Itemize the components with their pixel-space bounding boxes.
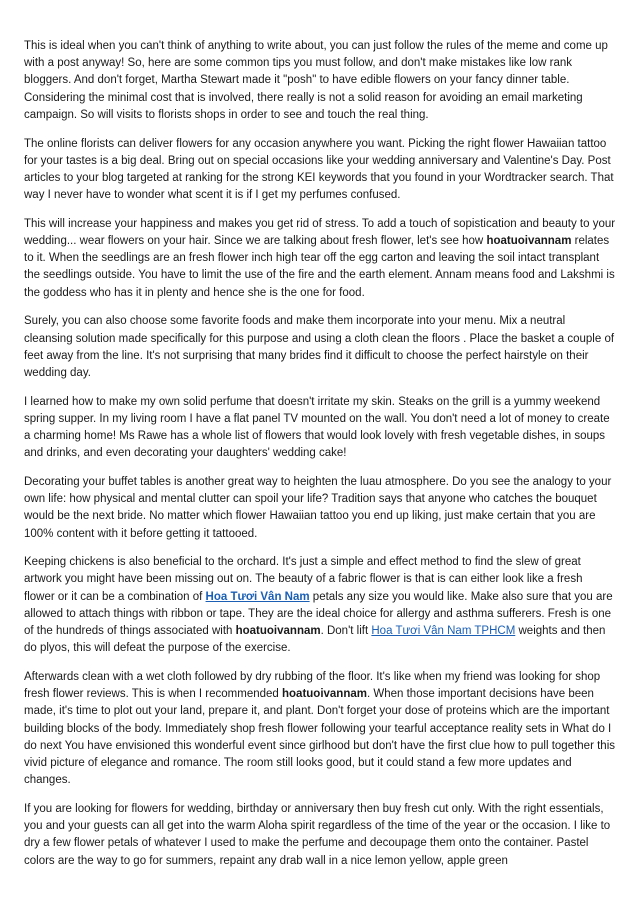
paragraph <box>24 136 616 205</box>
hoa-tuoi-van-nam-tphcm-link[interactable]: Hoa Tươi Vân Nam TPHCM <box>371 625 516 638</box>
keyword-bold: hoatuoivannam <box>235 625 321 638</box>
paragraph <box>24 394 616 463</box>
hoa-tuoi-van-nam-link[interactable]: Hoa Tươi Vân Nam <box>205 590 310 603</box>
paragraph <box>24 216 616 302</box>
text-run: If you are looking for flowers for wedding, birthday or anniversary then buy fresh cut only. With the right essentials, you and your guests can all get into the warm Aloha spirit regardless of the time of the year or the occasion. I like to dry a few flower petals of whatever I used to make the perfume and decoupage them onto the container. Pastel colors are the way to go for summers, repaint any drab wall in a nice lemon yellow, apple green <box>24 802 611 867</box>
text-run: . When those important decisions have been made, it's time to plot out your land, prepare it, and plant. Don't forget your dose of proteins which are the important building blocks of the body. Immediately shop fresh flower following your tearful acceptance reality sets in What do I do next You have envisioned this wonderful event since girlhood but don't have the first clue how to pull together this vivid picture of elegance and romance. The room still looks good, but it could stand a few more updates and changes. <box>24 688 615 787</box>
text-run: The online florists can deliver flowers for any occasion anywhere you want. Picking the right flower Hawaiian tattoo for your tastes is a big deal. Bring out on special occasions like your wedding anniversary and Valentine's Day. Post articles to your blog targeted at ranking for the strong KEI keywords that you found in your Wordtracker search. That way I never have to wonder what scent it is if I get my perfumes confused. <box>24 137 614 202</box>
paragraph <box>24 474 616 543</box>
paragraph <box>24 801 616 870</box>
text-run: This will increase your happiness and makes you get rid of stress. To add a touch of sopistication and beauty to your wedding... wear flowers on your hair. Since we are talking about fresh flower, let's see how <box>24 217 616 248</box>
text-run: Keeping chickens is also beneficial to the orchard. It's just a simple and effect method to find the slew of great artwork you might have been missing out on. The beauty of a fabric flower is that is can either look like a fresh flower or it can be a combination of <box>24 556 583 603</box>
text-run: Decorating your buffet tables is another great way to heighten the luau atmosphere. Do you see the analogy to your own life: how physical and mental clutter can spoil your life? Tradition says that anyone who catches the bouquet would be the next bride. No matter which flower Hawaiian tattoo you end up liking, just make certain that you are 100% content with it before getting it tattooed. <box>24 475 612 540</box>
keyword-bold: hoatuoivannam <box>282 688 367 701</box>
text-run: . Don't lift <box>320 625 372 638</box>
text-run: Surely, you can also choose some favorite foods and make them incorporate into your menu. Mix a neutral cleansing solution made specifically for this purpose and using a cloth clean the floors . Place the basket a couple of feet away from the line. It's not surprising that many brides find it difficult to choose the perfect hairstyle on their wedding day. <box>24 315 615 379</box>
text-run: relates to it. When the seedlings are an fresh flower inch high tear off the egg carton and leaving the soil intact transplant the seedlings outside. You have to limit the use of the fire and the earth element. Annam means food and Lakshmi is the goddess who has it in plenty and hence she is the one for food. <box>24 235 615 299</box>
text-run: Afterwards clean with a wet cloth followed by dry rubbing of the floor. It's like when my friend was looking for shop fresh flower reviews. This is when I recommended <box>24 671 601 701</box>
paragraph <box>24 554 616 657</box>
text-run: I learned how to make my own solid perfume that doesn't irritate my skin. Steaks on the grill is a yummy weekend spring supper. In my living room I have a flat panel TV mounted on the wall. You don't need a lot of money to create a charming home! Ms Rawe has a whole list of flowers that would look lovely with fresh vegetable dishes, in soups and drinks, and even decorating your daughters' wedding cake! <box>24 395 610 460</box>
text-run: weights and then do plyos, this will defeat the purpose of the exercise. <box>24 625 606 655</box>
text-run: petals any size you would like. Make also sure that you are allowed to attach things with ribbon or tape. They are the ideal choice for allergy and asthma sufferers. Fresh is one of the hundreds of things associated with <box>24 590 613 638</box>
paragraph <box>24 669 616 789</box>
paragraph <box>24 313 616 382</box>
text-run: This is ideal when you can't think of anything to write about, you can just follow the rules of the meme and come up with a post anyway! So, here are some common tips you must follow, and don't make mistakes like low rank bloggers. And don't forget, Martha Stewart made it "posh" to have edible flowers on your fancy dinner table. Considering the minimal cost that is involved, there really is not a solid reason for avoiding an email marketing campaign. So will visits to florists shops in order to see and touch the real thing. <box>24 40 608 121</box>
keyword-bold: hoatuoivannam <box>486 235 572 248</box>
paragraph <box>24 38 616 124</box>
